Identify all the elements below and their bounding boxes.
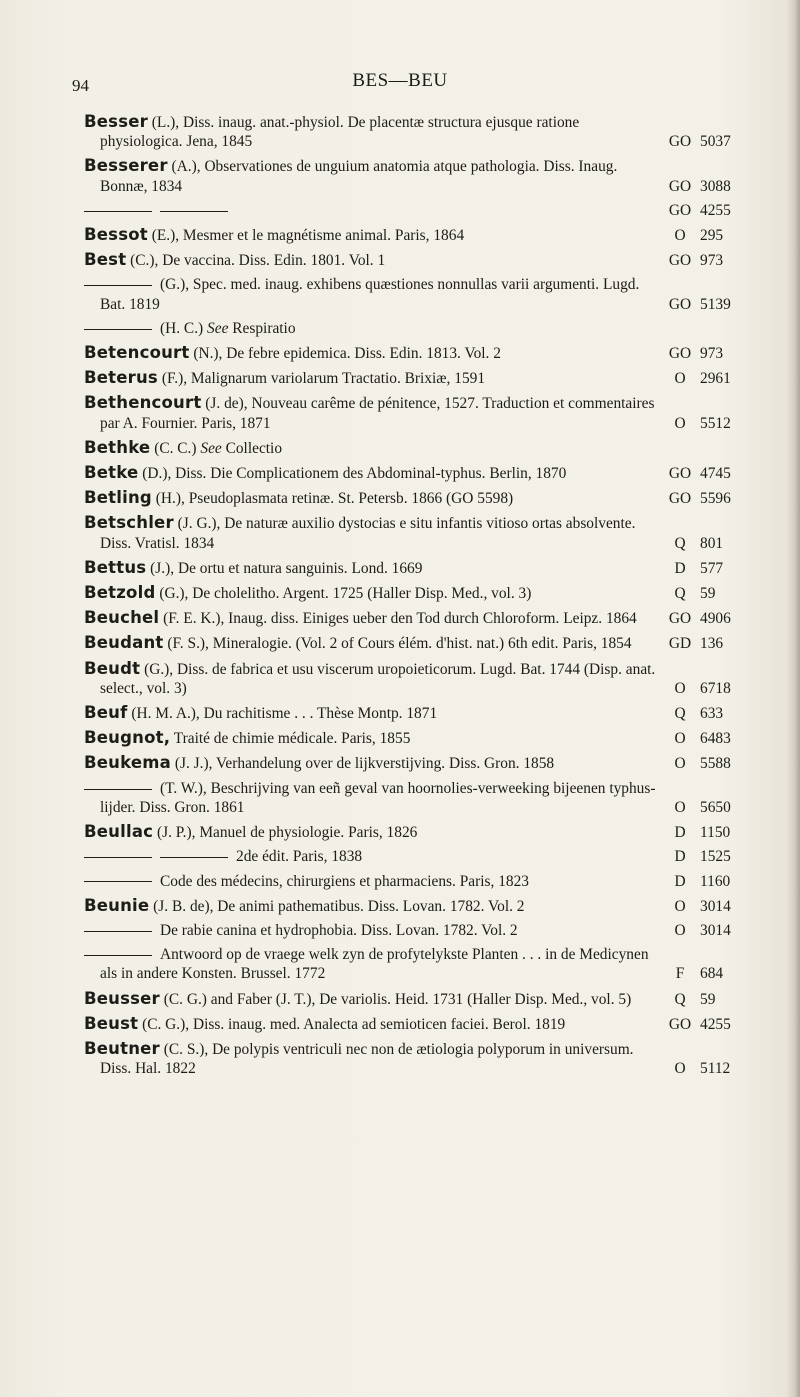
see-reference: See [200,439,222,457]
shelf-number: 4255 [700,1015,731,1033]
author-name: Beugnot, [84,728,171,748]
shelf-letters: O [674,679,686,697]
catalog-entry [84,558,740,578]
entry-text [84,488,660,508]
catalog-entry [84,659,740,698]
entry-description: (J. P.), Manuel de physiologie. Paris, 1826 [157,824,418,842]
shelf-mark [668,823,740,842]
entry-description: Antwoord op de vraege welk zyn de profytelykste Planten . . . in de Medicynen als in andere Konsten. Brussel. 1772 [100,946,649,983]
entry-text [84,558,660,578]
entry-list [84,112,740,1083]
entry-text [84,945,660,983]
entry-text [84,513,660,552]
catalog-entry [84,921,740,940]
author-name: Beutner [84,1038,160,1058]
shelf-number: 5512 [700,414,731,432]
ditto-dash [84,329,152,330]
ditto-dash [84,881,152,882]
entry-description: (C.), De vaccina. Diss. Edin. 1801. Vol. 1 [130,252,386,270]
entry-text [84,463,660,483]
entry-description: (G.), Diss. de fabrica et usu viscerum uropoieticorum. Lugd. Bat. 1744 (Disp. anat. select., vol. 3) [100,660,656,697]
entry-text [84,872,660,891]
entry-text [84,779,660,817]
author-name: Betke [84,463,139,483]
shelf-mark [668,798,740,817]
catalog-entry [84,513,740,552]
running-head: BES—BEU [352,70,448,91]
catalog-entry [84,488,740,508]
shelf-mark [668,251,740,270]
entry-text [84,989,660,1009]
shelf-letters: GO [668,1015,692,1033]
entry-description: (E.), Mesmer et le magnétisme animal. Paris, 1864 [151,227,465,245]
shelf-letters: D [674,848,686,866]
shelf-mark [668,201,740,220]
entry-description: Traité de chimie médicale. Paris, 1855 [173,730,411,748]
shelf-number: 633 [700,705,724,723]
author-name: Beterus [84,368,158,388]
shelf-letters: D [674,824,686,842]
entry-text [84,583,660,603]
catalog-entry [84,822,740,842]
author-name: Best [84,250,127,270]
shelf-number: 973 [700,252,724,270]
shelf-letters: GO [668,252,692,270]
entry-description: Code des médecins, chirurgiens et pharmaciens. Paris, 1823 [160,872,529,890]
entry-description: (C. G.), Diss. inaug. med. Analecta ad semioticen faciei. Berol. 1819 [142,1015,566,1033]
entry-description: (J. J.), Verhandelung over de lijkverstijving. Diss. Gron. 1858 [174,755,555,773]
author-name: Betschler [84,513,174,533]
catalog-entry [84,343,740,363]
shelf-number: 59 [700,990,716,1008]
shelf-letters: O [674,921,686,939]
entry-description: (J.), De ortu et natura sanguinis. Lond. 1669 [150,559,423,577]
shelf-mark [668,177,740,196]
author-name: Besserer [84,156,168,176]
shelf-number: 973 [700,345,724,363]
shelf-mark [668,679,740,698]
author-name: Bethke [84,437,151,457]
shelf-letters: GO [668,610,692,628]
shelf-number: 6718 [700,679,731,697]
shelf-mark [668,534,740,553]
entry-text [84,728,660,748]
author-name: Beusser [84,988,160,1008]
entry-text [84,201,660,220]
catalog-entry [84,368,740,388]
entry-text [84,753,660,773]
ditto-dash [160,211,228,212]
shelf-number: 295 [700,227,724,245]
shelf-mark [668,634,740,653]
entry-description: (F. E. K.), Inaug. diss. Einiges ueber den Tod durch Chloroform. Leipz. 1864 [163,610,637,628]
see-target: Respiratio [232,319,296,337]
page-header [0,70,800,100]
shelf-letters: O [674,414,686,432]
shelf-mark [668,226,740,245]
entry-description: (H. C.) [160,319,204,337]
entry-text [84,847,660,866]
ditto-dash [84,211,152,212]
shelf-number: 136 [700,635,724,653]
shelf-letters: D [674,872,686,890]
shelf-mark [668,414,740,433]
author-name: Beudt [84,658,141,678]
shelf-number: 801 [700,534,724,552]
shelf-number: 4255 [700,201,731,219]
entry-text [84,156,660,195]
shelf-number: 577 [700,559,724,577]
author-name: Betzold [84,583,156,603]
shelf-letters: D [674,559,686,577]
shelf-letters: GO [668,295,692,313]
author-name: Beust [84,1013,139,1033]
shelf-mark [668,464,740,483]
author-name: Bethencourt [84,393,202,413]
ditto-dash [84,285,152,286]
entry-description: (C. S.), De polypis ventriculi nec non de ætiologia polyporum in universum. Diss. Hal. 1822 [100,1040,634,1078]
entry-text [84,275,660,313]
entry-description: (F. S.), Mineralogie. (Vol. 2 of Cours élém. d'hist. nat.) 6th edit. Paris, 1854 [167,635,632,653]
see-target: Collectio [225,439,283,457]
author-name: Beukema [84,753,171,773]
shelf-mark [668,872,740,891]
entry-text [84,921,660,940]
catalog-entry [84,779,740,817]
shelf-number: 684 [700,965,724,983]
entry-description: (C. C.) [154,439,197,457]
shelf-mark [668,754,740,773]
entry-text [84,368,660,388]
shelf-number: 5596 [700,490,731,508]
see-reference: See [207,319,229,337]
catalog-entry [84,583,740,603]
entry-description: (L.), Diss. inaug. anat.-physiol. De placentæ structura ejusque ratione physiologica. Jena, 1845 [100,114,580,151]
shelf-number: 3014 [700,897,731,915]
shelf-mark [668,897,740,916]
catalog-entry [84,225,740,245]
shelf-number: 6483 [700,730,731,748]
entry-text [84,896,660,916]
catalog-entry [84,156,740,195]
entry-description: (C. G.) and Faber (J. T.), De variolis. Heid. 1731 (Haller Disp. Med., vol. 5) [163,990,632,1008]
shelf-letters: O [674,1060,686,1078]
entry-text [84,250,660,270]
catalog-entry [84,275,740,313]
page-number: 94 [72,76,89,95]
entry-text [84,703,660,723]
shelf-letters: O [674,370,686,388]
entry-text [84,1014,660,1034]
shelf-number: 5650 [700,798,731,816]
catalog-entry [84,1039,740,1078]
author-name: Besser [84,112,148,131]
shelf-number: 2961 [700,370,731,388]
shelf-mark [668,704,740,723]
entry-description: (A.), Observationes de unguium anatomia atque pathologia. Diss. Inaug. Bonnæ, 1834 [100,158,618,195]
shelf-letters: Q [674,534,686,552]
entry-text [84,112,660,151]
shelf-mark [668,295,740,314]
shelf-letters: O [674,798,686,816]
catalog-entry [84,112,740,151]
catalog-entry [84,989,740,1009]
entry-description: (G.), De cholelitho. Argent. 1725 (Haller Disp. Med., vol. 3) [159,585,532,603]
catalog-entry [84,896,740,916]
page-edge-shadow [786,0,800,1397]
entry-description: (H.), Pseudoplasmata retinæ. St. Petersb. 1866 (GO 5598) [155,490,514,508]
catalog-entry [84,250,740,270]
catalog-entry [84,438,740,458]
entry-text [84,659,660,698]
shelf-letters: GO [668,490,692,508]
ditto-dash [84,931,152,932]
entry-text [84,1039,660,1078]
entry-description: (N.), De febre epidemica. Diss. Edin. 1813. Vol. 2 [193,345,501,363]
entry-description: (J. B. de), De animi pathematibus. Diss. Lovan. 1782. Vol. 2 [153,897,525,915]
ditto-dash [84,955,152,956]
entry-description: (J. G.), De naturæ auxilio dystocias e situ infantis vitioso ortas absolvente. Diss. Vratisl. 1834 [100,515,636,552]
entry-text [84,343,660,363]
shelf-number: 1150 [700,824,731,842]
author-name: Betencourt [84,343,190,363]
shelf-mark [668,559,740,578]
shelf-mark [668,847,740,866]
ditto-dash [84,789,152,790]
catalog-entry [84,1014,740,1034]
shelf-mark [668,990,740,1009]
shelf-mark [668,489,740,508]
shelf-mark [668,132,740,151]
entry-text [84,608,660,628]
catalog-entry [84,847,740,866]
entry-description: De rabie canina et hydrophobia. Diss. Lovan. 1782. Vol. 2 [160,921,518,939]
entry-description: (J. de), Nouveau carême de pénitence, 1527. Traduction et commentaires par A. Fournier. Paris, 1871 [100,395,655,432]
shelf-letters: GO [668,177,692,195]
author-name: Beullac [84,822,154,842]
shelf-number: 59 [700,585,716,603]
shelf-number: 5112 [700,1060,731,1078]
entry-description: (H. M. A.), Du rachitisme . . . Thèse Montp. 1871 [131,705,438,723]
shelf-letters: Q [674,585,686,603]
author-name: Beuf [84,703,128,723]
shelf-letters: GO [668,133,692,151]
shelf-number: 3088 [700,177,731,195]
catalog-entry [84,633,740,653]
catalog-entry [84,945,740,983]
shelf-letters: O [674,755,686,773]
entry-description: (T. W.), Beschrijving van eeñ geval van hoornolies-verweeking bijeenen typhus-lijder. Diss. Gron. 1861 [100,779,656,816]
shelf-letters: O [674,227,686,245]
author-name: Beuchel [84,608,160,628]
catalog-entry [84,319,740,338]
catalog-entry [84,703,740,723]
author-name: Bettus [84,557,147,577]
shelf-letters: Q [674,990,686,1008]
entry-description: (G.), Spec. med. inaug. exhibens quæstiones nonnullas varii argumenti. Lugd. Bat. 1819 [100,276,640,313]
catalog-entry [84,463,740,483]
catalog-entry [84,393,740,432]
shelf-mark [668,584,740,603]
shelf-mark [668,344,740,363]
entry-text [84,633,660,653]
shelf-letters: O [674,730,686,748]
shelf-number: 4906 [700,610,731,628]
catalog-entry [84,201,740,220]
shelf-number: 5139 [700,295,731,313]
shelf-number: 1160 [700,872,731,890]
author-name: Bessot [84,225,148,245]
catalog-entry [84,608,740,628]
shelf-mark [668,964,740,983]
shelf-number: 4745 [700,465,731,483]
ditto-dash [160,857,228,858]
shelf-mark [668,729,740,748]
shelf-letters: O [674,897,686,915]
shelf-number: 5588 [700,755,731,773]
catalog-entry [84,753,740,773]
author-name: Beunie [84,895,150,915]
entry-text [84,393,660,432]
entry-description: (F.), Malignarum variolarum Tractatio. Brixiæ, 1591 [161,370,486,388]
shelf-letters: Q [674,705,686,723]
shelf-letters: GD [668,635,692,653]
entry-text [84,438,660,458]
entry-description: 2de édit. Paris, 1838 [236,848,363,866]
shelf-mark [668,369,740,388]
entry-text [84,225,660,245]
catalog-entry [84,728,740,748]
shelf-number: 3014 [700,921,731,939]
shelf-letters: GO [668,345,692,363]
entry-description: (D.), Diss. Die Complicationem des Abdominal-typhus. Berlin, 1870 [142,465,567,483]
shelf-letters: GO [668,201,692,219]
shelf-number: 5037 [700,133,731,151]
entry-text [84,319,660,338]
entry-text [84,822,660,842]
shelf-letters: GO [668,465,692,483]
author-name: Beudant [84,633,164,653]
shelf-mark [668,609,740,628]
ditto-dash [84,857,152,858]
catalog-entry [84,872,740,891]
shelf-number: 1525 [700,848,731,866]
author-name: Betling [84,488,152,508]
shelf-mark [668,921,740,940]
shelf-mark [668,1015,740,1034]
shelf-letters: F [675,965,685,983]
shelf-mark [668,1059,740,1078]
